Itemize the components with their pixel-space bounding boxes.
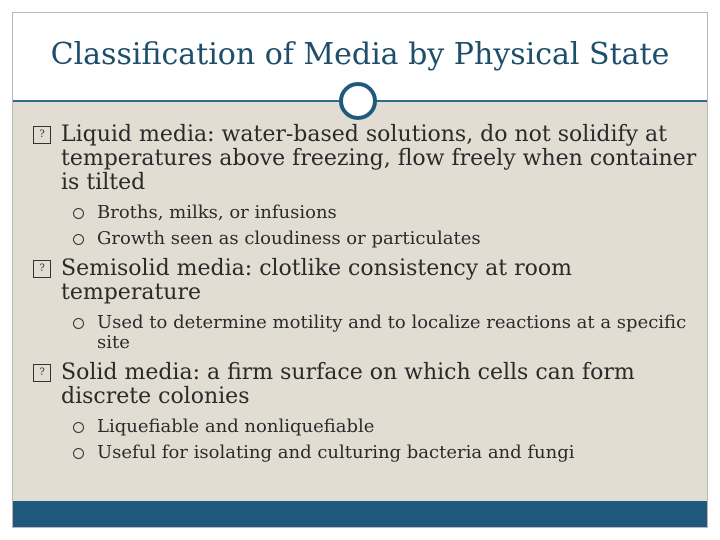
sub-bullet-text: Liquefiable and nonliquefiable (97, 416, 375, 437)
sub-bullet-list (71, 313, 701, 353)
sub-bullet-item (71, 443, 701, 463)
slide-frame (12, 12, 708, 528)
sub-bullet-list (71, 203, 701, 249)
bullet-glyph-icon: ? (33, 126, 51, 144)
sub-bullet-text: Useful for isolating and culturing bacteria and fungi (97, 442, 575, 463)
sub-bullet-text: Broths, milks, or infusions (97, 202, 337, 223)
bullet-liquid-media (33, 123, 701, 195)
bullet-text: Semisolid media: clotlike consistency at room temperature (61, 256, 572, 305)
sub-bullet-list (71, 417, 701, 463)
sub-bullet-text: Used to determine motility and to localize reactions at a specific site (97, 312, 687, 353)
bullet-content (33, 123, 701, 471)
bullet-text: Liquid media: water-based solutions, do not solidify at temperatures above freezing, flow freely when container is tilted (61, 122, 697, 195)
ring-bullet-icon (73, 234, 84, 245)
bullet-semisolid-media (33, 257, 701, 305)
circle-ornament-icon (339, 82, 377, 120)
ring-bullet-icon (73, 448, 84, 459)
ring-bullet-icon (73, 422, 84, 433)
ring-bullet-icon (73, 208, 84, 219)
sub-bullet-text: Growth seen as cloudiness or particulates (97, 228, 481, 249)
sub-bullet-item (71, 313, 701, 353)
sub-bullet-item (71, 417, 701, 437)
sub-bullet-item (71, 229, 701, 249)
bullet-glyph-icon: ? (33, 260, 51, 278)
ring-bullet-icon (73, 318, 84, 329)
bullet-glyph-icon: ? (33, 364, 51, 382)
slide-title: Classification of Media by Physical State (50, 37, 670, 72)
sub-bullet-item (71, 203, 701, 223)
bullet-solid-media (33, 361, 701, 409)
bullet-text: Solid media: a firm surface on which cells can form discrete colonies (61, 360, 635, 409)
footer-bar (13, 501, 707, 527)
